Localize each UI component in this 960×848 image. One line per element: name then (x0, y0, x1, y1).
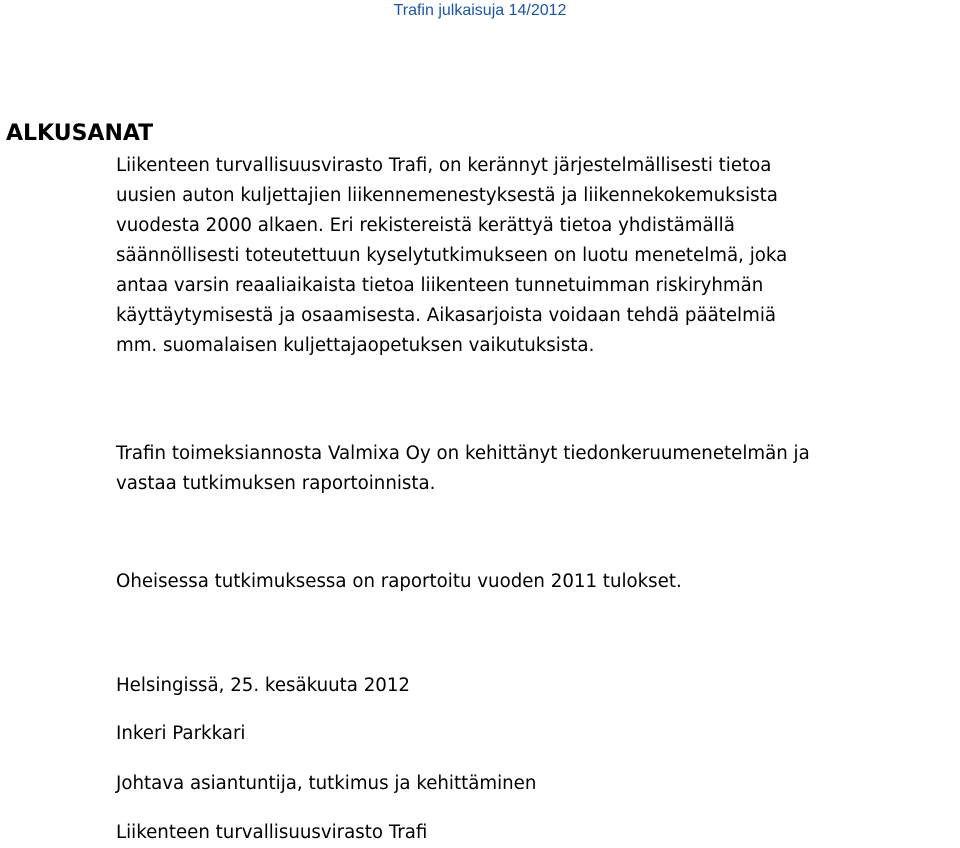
page-header: Trafin julkaisuja 14/2012 (393, 2, 567, 19)
signer-name: Inkeri Parkkari (116, 723, 246, 744)
place-date: Helsingissä, 25. kesäkuuta 2012 (116, 675, 411, 696)
paragraph-line: uusien auton kuljettajien liikennemenestyksestä ja liikennekokemuksista (116, 185, 778, 206)
paragraph-line: vuodesta 2000 alkaen. Eri rekistereistä kerättyä tietoa yhdistämällä (116, 215, 735, 236)
paragraph-line: mm. suomalaisen kuljettajaopetuksen vaikutuksista. (116, 335, 595, 356)
paragraph-line: Liikenteen turvallisuusvirasto Trafi, on kerännyt järjestelmällisesti tietoa (116, 155, 772, 176)
organization-name: Liikenteen turvallisuusvirasto Trafi (116, 822, 428, 843)
commission-paragraph (116, 439, 810, 499)
paragraph-line: antaa varsin reaaliaikaista tietoa liikenteen tunnetuimman riskiryhmän (116, 275, 764, 296)
signer-title: Johtava asiantuntija, tutkimus ja kehittäminen (116, 773, 537, 794)
intro-paragraph (116, 151, 787, 361)
paragraph-line: säännöllisesti toteutettuun kyselytutkimukseen on luotu menetelmä, joka (116, 245, 788, 266)
paragraph-line: vastaa tutkimuksen raportoinnista. (116, 473, 436, 494)
results-paragraph: Oheisessa tutkimuksessa on raportoitu vuoden 2011 tulokset. (116, 571, 682, 592)
paragraph-line: Trafin toimeksiannosta Valmixa Oy on kehittänyt tiedonkeruumenetelmän ja (116, 443, 810, 464)
paragraph-line: käyttäytymisestä ja osaamisesta. Aikasarjoista voidaan tehdä päätelmiä (116, 305, 777, 326)
section-heading: ALKUSANAT (6, 121, 154, 146)
